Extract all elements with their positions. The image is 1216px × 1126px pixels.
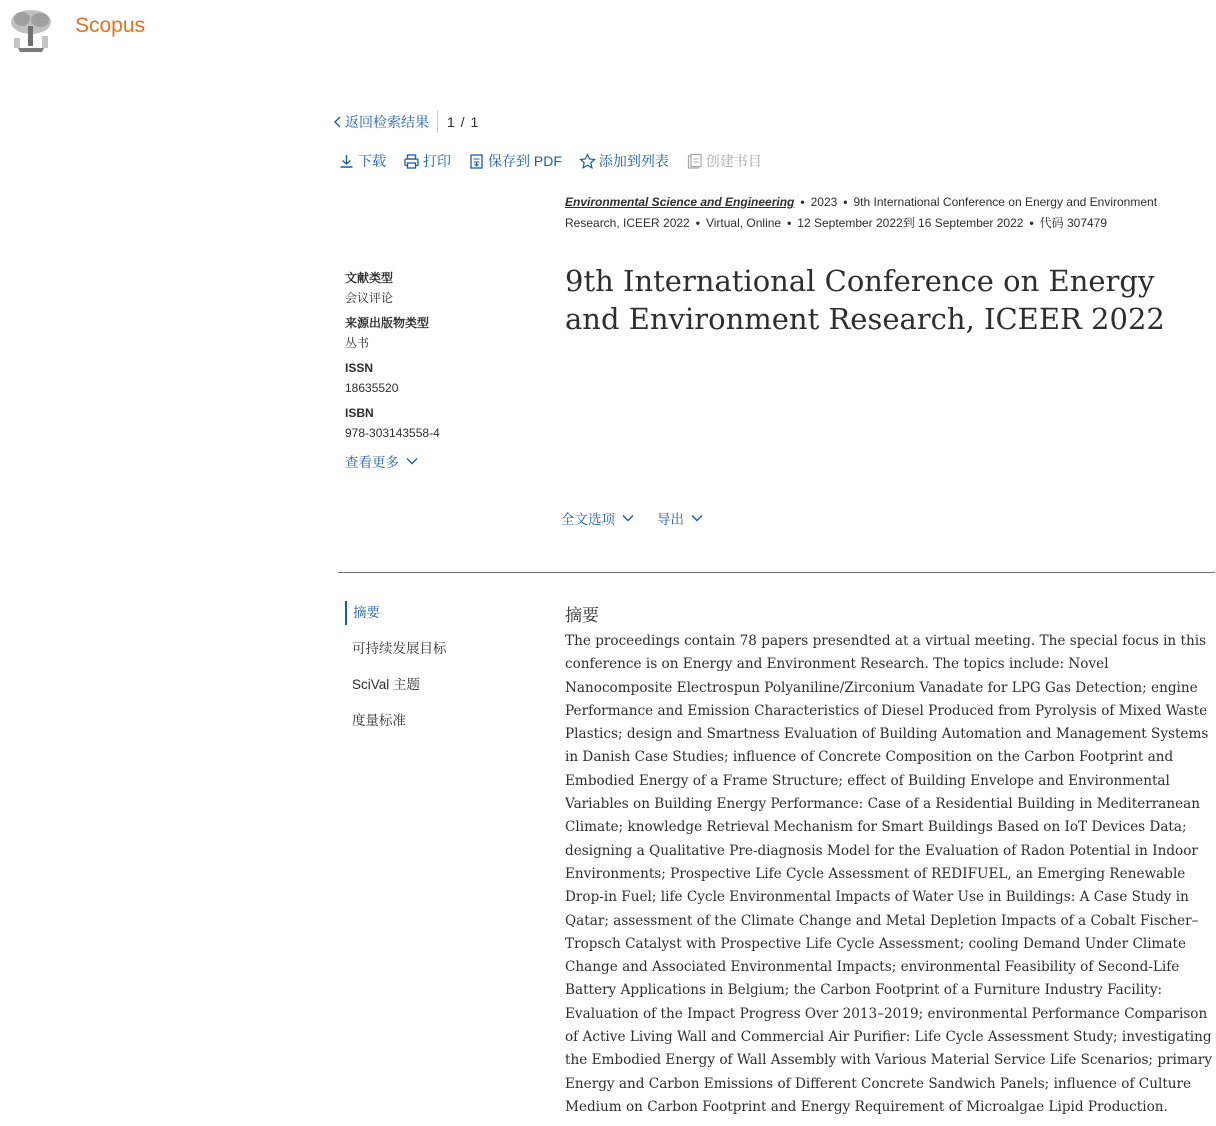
section-divider <box>338 572 1215 573</box>
conference-name: 9th International Conference on Energy and Environment Research, ICEER 2022 <box>565 195 1158 230</box>
document-type-label: 文献类型 <box>345 271 394 285</box>
isbn-label: ISBN <box>345 406 374 420</box>
document-options <box>561 508 726 528</box>
add-to-list-label: 添加到列表 <box>598 153 669 169</box>
document-title: 9th International Conference on Energy and Environment Research, ICEER 2022 <box>565 264 1165 336</box>
result-navigation <box>333 110 479 134</box>
source-info: Environmental Science and Engineering • 2023 • 9th International Conference on Energy and Environment Research, ICEER 2022 • Virtual, Online • 12 September 2022到 16 September 2022 • 代码 307479 <box>565 195 1158 230</box>
download-icon <box>338 153 355 170</box>
chevron-left-icon <box>333 116 343 128</box>
source-type-label: 来源出版物类型 <box>345 316 430 330</box>
divider <box>437 111 438 133</box>
export-label: 导出 <box>657 512 684 527</box>
download-button[interactable] <box>338 151 386 171</box>
issn-label: ISSN <box>345 361 374 375</box>
export-dropdown[interactable] <box>657 508 704 528</box>
conference-code: 代码 307479 <box>1039 216 1108 230</box>
chevron-down-icon <box>405 456 419 466</box>
pdf-icon <box>468 153 485 170</box>
nav-item-sdg[interactable]: 可持续发展目标 <box>352 641 447 656</box>
result-pager: 1 / 1 <box>447 114 480 130</box>
chevron-down-icon <box>621 513 635 523</box>
document-type-value: 会议评论 <box>345 291 394 305</box>
document-toolbar <box>338 151 779 171</box>
scopus-brand-link[interactable]: Scopus <box>75 14 146 37</box>
show-more-label: 查看更多 <box>345 455 399 470</box>
create-bibliography-button[interactable] <box>686 151 762 171</box>
journal-link[interactable]: Environmental Science and Engineering <box>565 195 795 209</box>
elsevier-tree-logo-icon[interactable] <box>6 8 56 54</box>
download-label: 下载 <box>358 153 386 169</box>
document-metadata <box>345 268 440 448</box>
abstract-heading: 摘要 <box>565 606 599 625</box>
issn-value: 18635520 <box>345 381 399 395</box>
nav-item-metrics[interactable]: 度量标准 <box>352 713 406 728</box>
save-to-pdf-button[interactable] <box>468 151 562 171</box>
print-label: 打印 <box>423 153 451 169</box>
conference-location: Virtual, Online <box>705 216 782 230</box>
source-type-value: 丛书 <box>345 336 370 350</box>
add-to-list-button[interactable] <box>579 151 669 171</box>
create-bibliography-label: 创建书目 <box>705 153 762 169</box>
isbn-value: 978-303143558-4 <box>345 426 440 440</box>
back-to-results-label: 返回检索结果 <box>345 114 429 130</box>
bibliography-icon <box>686 153 703 170</box>
save-to-pdf-label: 保存到 PDF <box>488 153 562 169</box>
back-to-results-link[interactable] <box>333 112 429 132</box>
section-navigation <box>345 601 535 745</box>
full-text-options-dropdown[interactable] <box>561 508 635 528</box>
full-text-options-label: 全文选项 <box>561 512 615 527</box>
print-button[interactable] <box>403 151 451 171</box>
print-icon <box>403 153 420 170</box>
conference-dates: 12 September 2022到 16 September 2022 <box>797 216 1024 230</box>
star-icon <box>579 153 596 170</box>
abstract-text: The proceedings contain 78 papers presendted at a virtual meeting. The special focus in this conference is on Energy and Environment Research. The topics include: Novel Nanocomposite Electrospun Polyaniline/Zirconium Vanadate for LPG Gas Detection; engine Performance and Emission Characteristics of Diesel Produced from Pyrolysis of Mixed Waste Plastics; design and Smartness Evaluation of Building Automation and Management Systems in Danish Case Studies; influence of Concrete Composition on the Carbon Footprint and Embodied Energy of a Frame Structure; effect of Building Envelope and Environmental Variables on Building Energy Performance: Case of a Residential Building in Mediterranean Climate; knowledge Retrieval Mechanism for Smart Buildings Based on IoT Devices Data; designing a Qualitative Pre-diagnosis Model for the Evaluation of Radon Potential in Indoor Environments; Prospective Life Cycle Assessment of REDIFUEL, an Emerging Renewable Drop-in Fuel; life Cycle Environmental Impacts of Water Use in Buildings: A Case Study in Qatar; assessment of the Climate Change and Metal Depletion Impacts of a Cobalt Fischer–Tropsch Catalyst with Prospective Life Cycle Assessment; cooling Demand Under Climate Change and Associated Environmental Impacts; environmental Feasibility of Second-Life Battery Applications in Belgium; the Carbon Footprint of a Furniture Industry Facility: Evaluation of the Impact Progress Over 2013–2019; environmental Performance Comparison of Active Living Wall and Commercial Air Purifier: Life Cycle Assessment Study; investigating the Embodied Energy of Wall Assembly with Various Material Service Life Scenarios; primary Energy and Carbon Emissions of Different Concrete Sandwich Panels; influence of Culture Medium on Carbon Footprint and Energy Requirement of Microalgae Lipid Production. <box>565 633 1213 1115</box>
publication-year: 2023 <box>810 195 838 209</box>
nav-item-scival-topics[interactable]: SciVal 主题 <box>352 677 421 692</box>
chevron-down-icon <box>690 513 704 523</box>
nav-item-abstract[interactable]: 摘要 <box>345 601 535 625</box>
show-more-button[interactable] <box>345 451 419 471</box>
